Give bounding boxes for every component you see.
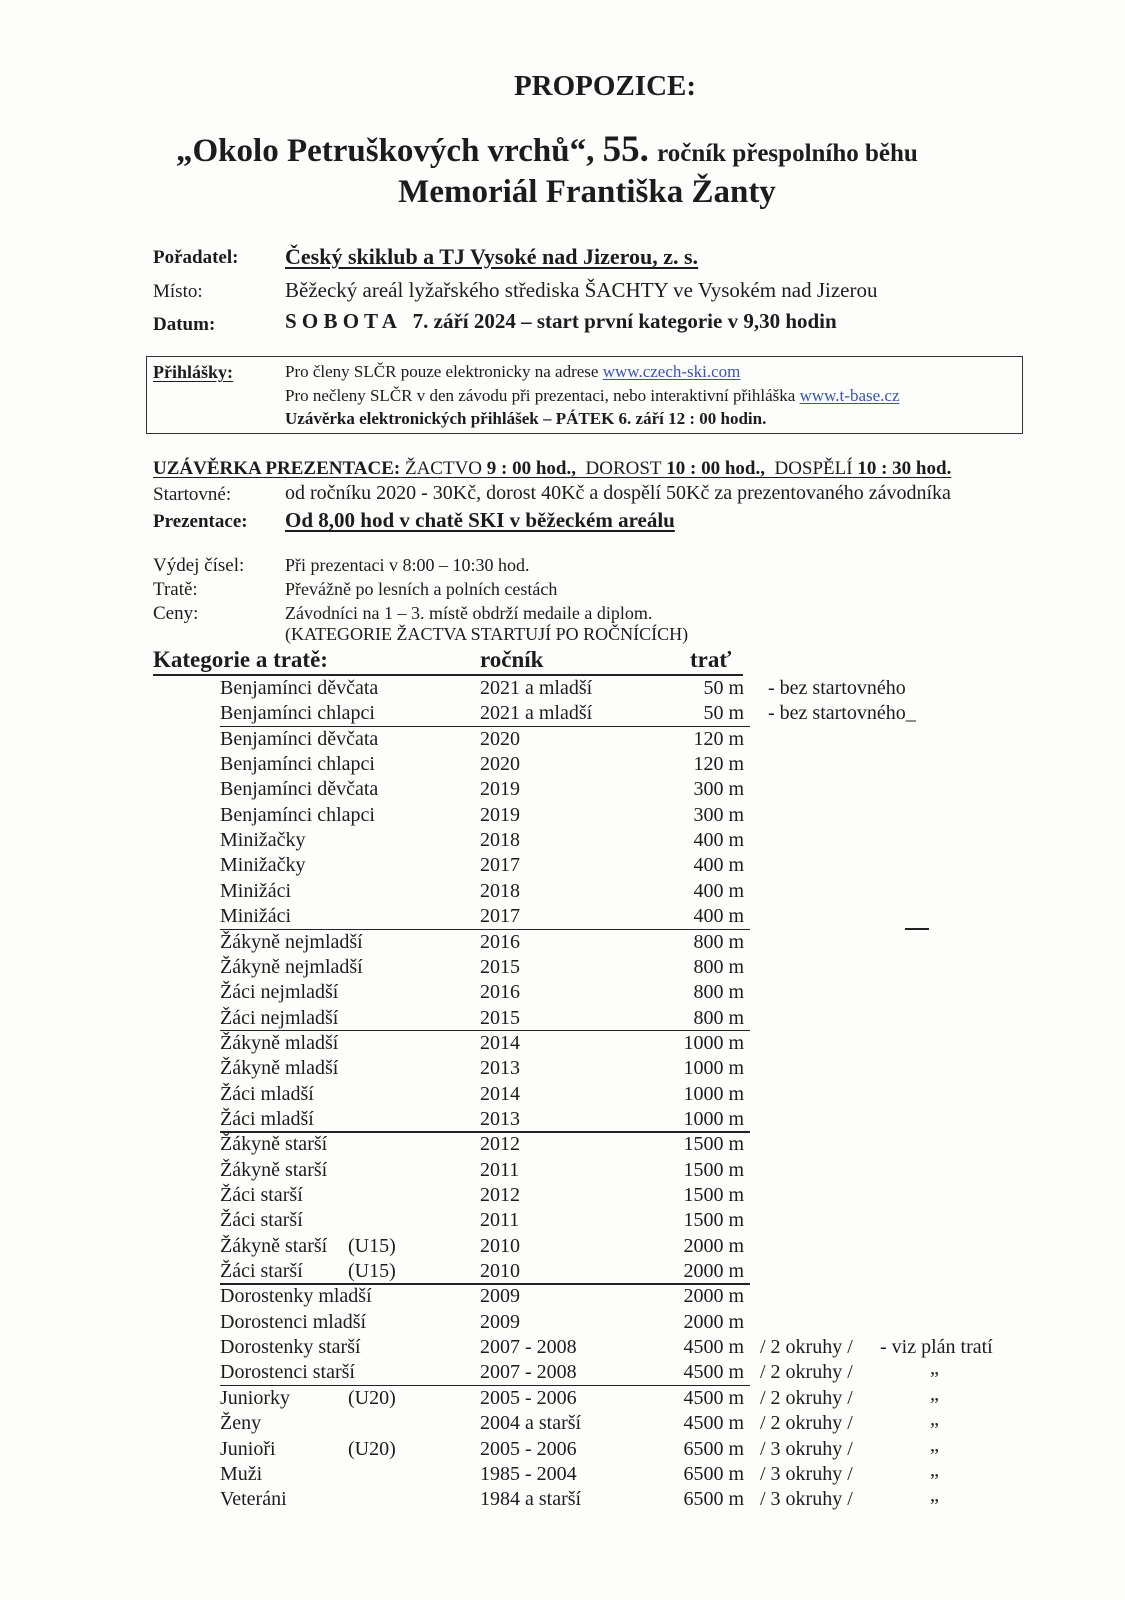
category-name: Benjamínci chlapci	[220, 702, 375, 725]
event-edition-text: ročník přespolního běhu	[657, 140, 918, 167]
category-name: Žáci nejmladší	[220, 981, 339, 1004]
event-memorial: Memoriál Františka Žanty	[398, 174, 776, 210]
category-year: 2013	[480, 1107, 520, 1130]
presentation-deadline	[153, 458, 951, 480]
registration-deadline: Uzávěrka elektronických přihlášek – PÁTEK 6. září 12 : 00 hodin.	[285, 409, 767, 428]
category-extra: „	[930, 1484, 939, 1507]
category-name: Minižáci	[220, 879, 292, 902]
category-distance: 6500 m	[683, 1488, 744, 1511]
category-distance: 120 m	[693, 727, 744, 750]
numbers-value: Při prezentaci v 8:00 – 10:30 hod.	[285, 555, 530, 575]
category-distance: 6500 m	[683, 1437, 744, 1460]
category-name: Žákyně mladší	[220, 1057, 339, 1080]
category-year: 2012	[480, 1133, 520, 1156]
category-distance: 2000 m	[683, 1260, 744, 1283]
category-name: Benjamínci děvčata	[220, 778, 379, 801]
czech-ski-link[interactable]: www.czech-ski.com	[602, 362, 741, 381]
category-name: Benjamínci děvčata	[220, 727, 379, 750]
category-extra: „	[930, 1458, 939, 1481]
category-distance: 4500 m	[683, 1412, 744, 1435]
category-name: Žákyně starší	[220, 1158, 328, 1181]
organizer-value: Český skiklub a TJ Vysoké nad Jizerou, z. s.	[285, 244, 699, 269]
table-header-underline	[153, 674, 743, 676]
category-name: Dorostenky starší	[220, 1336, 361, 1359]
category-distance: 300 m	[693, 778, 744, 801]
deadline-juniors-time: 10 : 00 hod.,	[666, 458, 765, 479]
registration-line-members	[285, 362, 740, 382]
category-note: / 2 okruhy /	[760, 1361, 853, 1384]
category-name: Žákyně nejmladší	[220, 930, 363, 953]
registration-members-text: Pro členy SLČR pouze elektronicky na adrese	[285, 362, 599, 381]
stray-mark	[905, 928, 929, 930]
category-name: Ženy	[220, 1412, 262, 1435]
date-value	[285, 309, 837, 334]
category-distance: 400 m	[693, 879, 744, 902]
category-note: / 2 okruhy /	[760, 1412, 853, 1435]
category-distance: 50 m	[703, 702, 744, 725]
deadline-youth-label: ŽACTVO	[404, 458, 483, 479]
fee-label: Startovné:	[153, 484, 232, 505]
category-year: 1985 - 2004	[480, 1462, 577, 1485]
category-distance: 2000 m	[683, 1285, 744, 1308]
category-distance: 300 m	[693, 803, 744, 826]
deadline-adults-label: DOSPĚLÍ	[774, 458, 853, 479]
category-distance: 4500 m	[683, 1336, 744, 1359]
category-name: Benjamínci chlapci	[220, 803, 375, 826]
category-note: / 2 okruhy /	[760, 1386, 853, 1409]
table-header-category: Kategorie a tratě:	[153, 647, 328, 672]
registration-label: Přihlášky:	[153, 362, 234, 382]
category-year: 2019	[480, 778, 520, 801]
category-name: Žáci starší	[220, 1184, 303, 1206]
category-name: Žáci starší	[220, 1260, 303, 1283]
category-year: 2015	[480, 955, 520, 978]
category-year: 2010	[480, 1234, 520, 1257]
category-extra: „	[930, 1357, 939, 1380]
table-header-track: trať	[690, 647, 732, 672]
category-year: 2012	[480, 1184, 520, 1206]
table-header-year: ročník	[480, 647, 544, 672]
category-distance: 400 m	[693, 854, 744, 877]
category-distance: 2000 m	[683, 1234, 744, 1257]
category-name: Benjamínci chlapci	[220, 753, 375, 776]
category-age: (U20)	[348, 1437, 396, 1460]
category-year: 2009	[480, 1285, 520, 1308]
category-distance: 800 m	[693, 981, 744, 1004]
t-base-link[interactable]: www.t-base.cz	[799, 386, 900, 405]
category-distance: 1500 m	[683, 1158, 744, 1181]
category-distance: 4500 m	[683, 1361, 744, 1384]
category-name: Žákyně nejmladší	[220, 955, 363, 978]
category-year: 2007 - 2008	[480, 1336, 577, 1359]
category-year: 2017	[480, 905, 520, 928]
category-year: 1984 a starší	[480, 1488, 582, 1511]
category-name: Dorostenci starší	[220, 1361, 355, 1384]
category-year: 2013	[480, 1057, 520, 1080]
category-note: (KATEGORIE ŽACTVA STARTUJÍ PO ROČNÍCÍCH)	[285, 624, 689, 644]
category-note: - bez startovného_	[768, 702, 916, 725]
category-note: / 3 okruhy /	[760, 1488, 853, 1511]
prizes-value: Závodníci na 1 – 3. místě obdrží medaile a diplom.	[285, 603, 653, 623]
category-distance: 1000 m	[683, 1031, 744, 1054]
category-distance: 50 m	[703, 677, 744, 699]
category-name: Žáci starší	[220, 1209, 303, 1232]
category-name: Minižačky	[220, 829, 306, 852]
category-distance: 1500 m	[683, 1209, 744, 1232]
place-label: Místo:	[153, 281, 203, 302]
category-distance: 1000 m	[683, 1082, 744, 1105]
category-year: 2018	[480, 829, 520, 852]
category-name: Minižačky	[220, 854, 306, 877]
date-day: S O B O T A	[285, 309, 397, 333]
category-year: 2015	[480, 1006, 520, 1029]
category-year: 2014	[480, 1082, 520, 1105]
category-name: Dorostenky mladší	[220, 1285, 372, 1308]
presentation-label: Prezentace:	[153, 511, 248, 532]
category-year: 2011	[480, 1158, 520, 1181]
category-name: Žáci mladší	[220, 1082, 314, 1105]
category-year: 2016	[480, 930, 520, 953]
category-year: 2014	[480, 1031, 520, 1054]
category-extra: „	[930, 1382, 939, 1405]
category-name: Žákyně starší	[220, 1234, 328, 1257]
tracks-value: Převážně po lesních a polních cestách	[285, 579, 558, 599]
category-note: / 3 okruhy /	[760, 1462, 853, 1485]
date-detail: 7. září 2024 – start první kategorie v 9,30 hodin	[412, 309, 837, 333]
category-distance: 1000 m	[683, 1057, 744, 1080]
category-distance: 4500 m	[683, 1386, 744, 1409]
presentation-deadline-label: UZÁVĚRKA PREZENTACE:	[153, 458, 401, 479]
category-note: - bez startovného	[768, 677, 906, 699]
category-extra: „	[930, 1433, 939, 1456]
category-extra: „	[930, 1408, 939, 1431]
fee-value: od ročníku 2020 - 30Kč, dorost 40Kč a dospělí 50Kč za prezentovaného závodníka	[285, 482, 951, 504]
document-title: PROPOZICE:	[513, 70, 697, 102]
category-note: / 3 okruhy /	[760, 1437, 853, 1460]
place-value: Běžecký areál lyžařského střediska ŠACHTY ve Vysokém nad Jizerou	[285, 278, 878, 302]
category-distance: 800 m	[693, 1006, 744, 1029]
prizes-label: Ceny:	[153, 603, 199, 624]
category-year: 2017	[480, 854, 520, 877]
category-distance: 400 m	[693, 905, 744, 928]
category-year: 2005 - 2006	[480, 1386, 577, 1409]
category-age: (U15)	[348, 1234, 396, 1257]
deadline-adults-time: 10 : 30 hod.	[857, 458, 952, 479]
category-year: 2007 - 2008	[480, 1361, 577, 1384]
deadline-juniors-label: DOROST	[585, 458, 662, 479]
category-name: Benjamínci děvčata	[220, 677, 379, 699]
category-year: 2021 a mladší	[480, 677, 593, 699]
category-distance: 400 m	[693, 829, 744, 852]
category-name: Juniorky	[220, 1386, 290, 1409]
category-year: 2010	[480, 1260, 520, 1283]
category-year: 2005 - 2006	[480, 1437, 577, 1460]
category-year: 2011	[480, 1209, 520, 1232]
category-name: Žáci nejmladší	[220, 1006, 339, 1029]
category-year: 2004 a starší	[480, 1412, 582, 1435]
category-year: 2020	[480, 753, 520, 776]
presentation-value: Od 8,00 hod v chatě SKI v běžeckém areálu	[285, 508, 675, 532]
category-name: Muži	[220, 1462, 263, 1485]
category-name: Žáci mladší	[220, 1107, 314, 1130]
tracks-label: Tratě:	[153, 579, 198, 600]
numbers-label: Výdej čísel:	[153, 555, 245, 576]
category-distance: 1500 m	[683, 1133, 744, 1156]
category-age: (U20)	[348, 1386, 396, 1409]
category-distance: 2000 m	[683, 1310, 744, 1333]
category-distance: 1500 m	[683, 1184, 744, 1206]
event-edition-number: 55.	[602, 129, 649, 170]
event-name	[176, 128, 918, 171]
category-distance: 800 m	[693, 955, 744, 978]
category-year: 2021 a mladší	[480, 702, 593, 725]
event-quote-name: „Okolo Petruškových vrchů“,	[176, 133, 595, 169]
category-year: 2019	[480, 803, 520, 826]
category-name: Žákyně mladší	[220, 1031, 339, 1054]
category-name: Minižáci	[220, 905, 292, 928]
category-name: Žákyně starší	[220, 1133, 328, 1156]
category-distance: 800 m	[693, 930, 744, 953]
category-year: 2020	[480, 727, 520, 750]
registration-line-nonmembers	[285, 386, 900, 406]
category-name: Dorostenci mladší	[220, 1310, 367, 1333]
category-extra: - viz plán tratí	[880, 1336, 993, 1359]
registration-nonmembers-text: Pro nečleny SLČR v den závodu při prezentaci, nebo interaktivní přihláška	[285, 386, 796, 405]
deadline-youth-time: 9 : 00 hod.,	[486, 458, 576, 479]
category-note: / 2 okruhy /	[760, 1336, 853, 1359]
category-distance: 1000 m	[683, 1107, 744, 1130]
category-year: 2018	[480, 879, 520, 902]
category-distance: 6500 m	[683, 1462, 744, 1485]
date-label: Datum:	[153, 314, 216, 335]
category-name: Veteráni	[220, 1488, 287, 1511]
organizer-label: Pořadatel:	[153, 247, 239, 268]
category-year: 2009	[480, 1310, 520, 1333]
category-year: 2016	[480, 981, 520, 1004]
category-name: Junioři	[220, 1437, 276, 1460]
category-distance: 120 m	[693, 753, 744, 776]
category-age: (U15)	[348, 1260, 396, 1283]
